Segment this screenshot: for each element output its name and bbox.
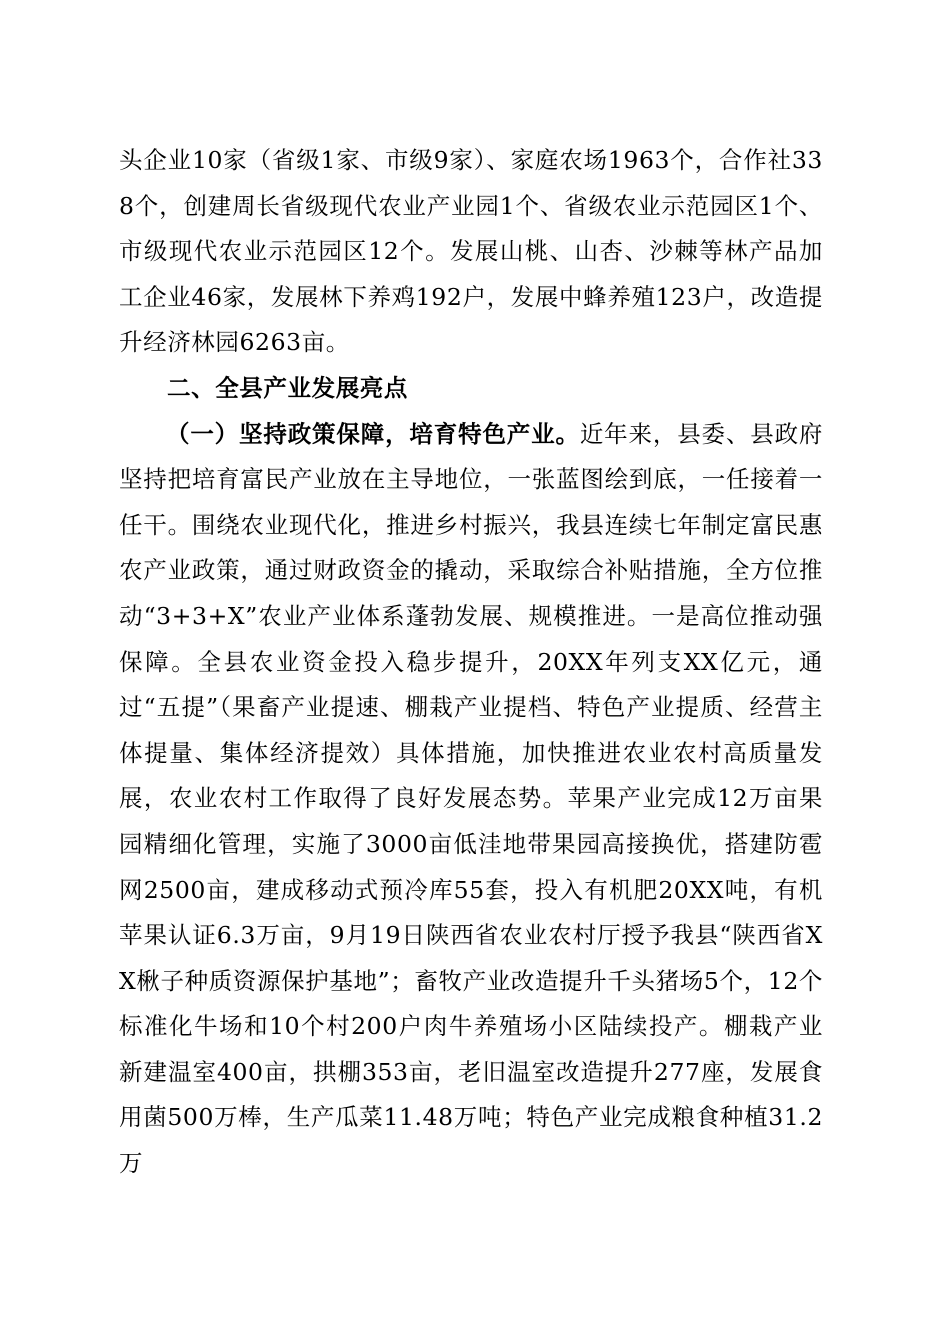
section-heading-highlights: 二、全县产业发展亮点 [167, 373, 408, 402]
document-body [119, 138, 823, 1187]
paragraph-enterprises: 头企业10家（省级1家、市级9家）、家庭农场1963个，合作社338个，创建周长省级现代农业产业园1个、省级农业示范园区1个、市级现代农业示范园区12个。发展山桃、山杏、沙棘等林产品加工企业46家，发展林下养鸡192户，发展中蜂养殖123户，改造提升经济林园6263亩。 [119, 146, 823, 357]
paragraph-policy-support [119, 412, 823, 1187]
paragraph-lead-title: （一）坚持政策保障，培育特色产业。 [166, 419, 580, 448]
paragraph-policy-body: 近年来，县委、县政府坚持把培育富民产业放在主导地位，一张蓝图绘到底，一任接着一任干。围绕农业现代化，推进乡村振兴，我县连续七年制定富民惠农产业政策，通过财政资金的撬动，采取综合补贴措施，全方位推动“3+3+X”农业产业体系蓬勃发展、规模推进。一是高位推动强保障。全县农业资金投入稳步提升，20XX年列支XX亿元，通过“五提”（果畜产业提速、棚栽产业提档、特色产业提质、经营主体提量、集体经济提效）具体措施，加快推进农业农村高质量发展，农业农村工作取得了良好发展态势。苹果产业完成12万亩果园精细化管理，实施了3000亩低洼地带果园高接换优，搭建防雹网2500亩，建成移动式预冷库55套，投入有机肥20XX吨，有机苹果认证6.3万亩，9月19日陕西省农业农村厅授予我县“陕西省XX楸子种质资源保护基地”；畜牧产业改造提升千头猪场5个，12个标准化牛场和10个村200户肉牛养殖场小区陆续投产。棚栽产业新建温室400亩，拱棚353亩，老旧温室改造提升277座，发展食用菌500万棒，生产瓜菜11.48万吨；特色产业完成粮食种植31.2万 [119, 419, 824, 1178]
